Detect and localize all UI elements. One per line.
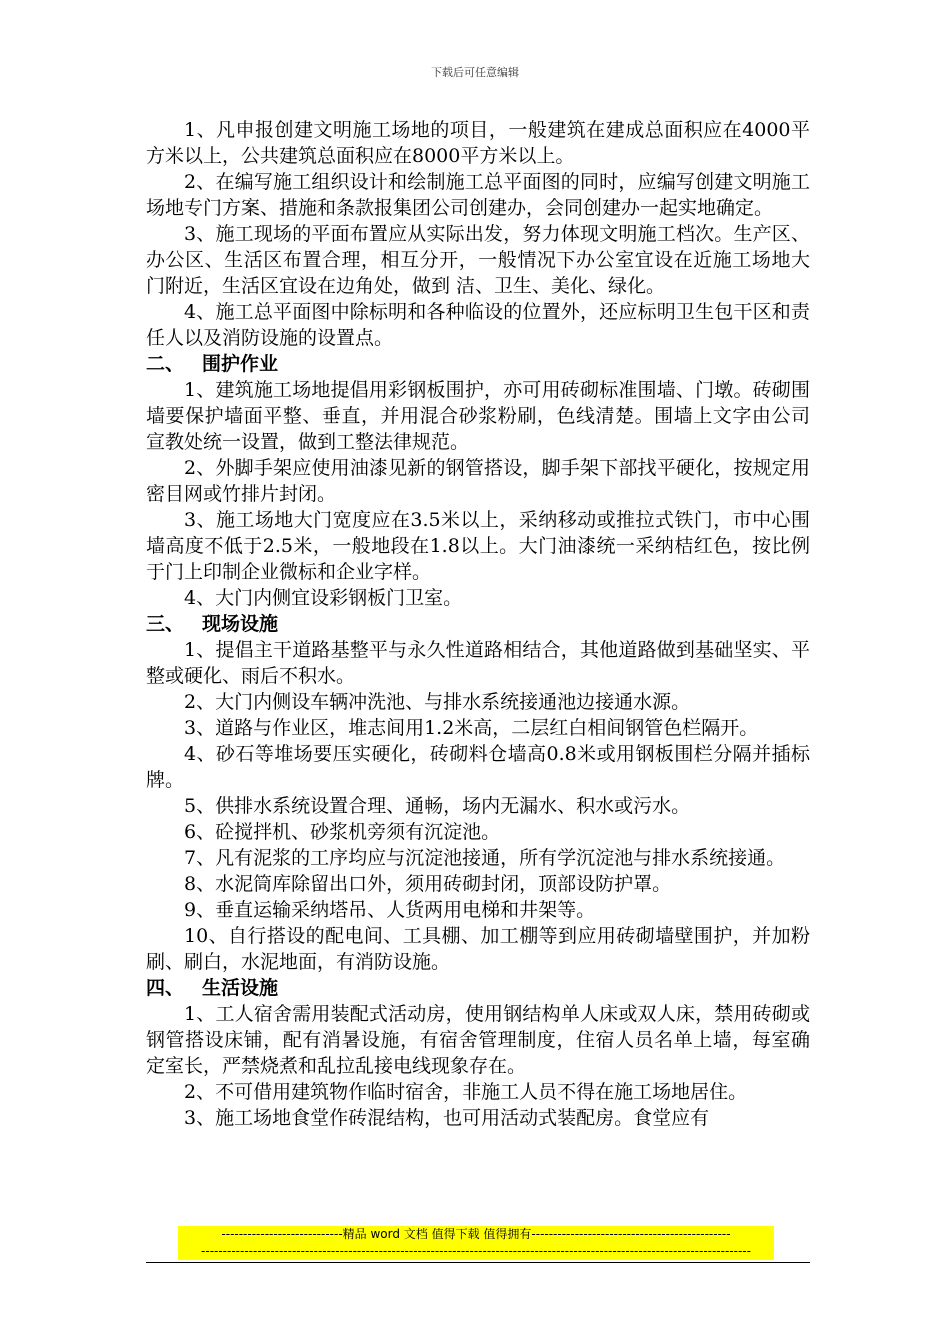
paragraph: 2、大门内侧设车辆冲洗池、与排水系统接通池边接通水源。 bbox=[184, 691, 691, 713]
paragraph: 6、砼搅拌机、砂浆机旁须有沉淀池。 bbox=[184, 821, 501, 843]
paragraph: 1、工人宿舍需用装配式活动房，使用钢结构单人床或双人床，禁用砖砌或钢管搭设床铺，配有消暑设施，有宿舍管理制度，住宿人员名单上墙，每室确定室长，严禁烧煮和乱拉乱接电线现象存在。 bbox=[146, 1003, 810, 1077]
document-body bbox=[146, 117, 810, 1131]
paragraph: 1、提倡主干道路基整平与永久性道路相结合，其他道路做到基础坚实、平整或硬化、雨后不积水。 bbox=[146, 639, 810, 687]
paragraph: 8、水泥筒库除留出口外，须用砖砌封闭，顶部设防护罩。 bbox=[184, 873, 672, 895]
footer-line-1: ----------------------------精品 word 文档 值得下载 值得拥有---------------------------------------------- bbox=[221, 1227, 731, 1241]
paragraph: 7、凡有泥浆的工序均应与沉淀池接通，所有学沉淀池与排水系统接通。 bbox=[184, 847, 786, 869]
paragraph: 1、建筑施工场地提倡用彩钢板围护，亦可用砖砌标准围墙、门墩。砖砌围墙要保护墙面平整、垂直，并用混合砂浆粉刷，色线清楚。围墙上文字由公司宣教处统一设置，做到工整法律规范。 bbox=[146, 379, 810, 453]
paragraph: 2、不可借用建筑物作临时宿舍，非施工人员不得在施工场地居住。 bbox=[184, 1081, 748, 1103]
section-heading bbox=[146, 975, 810, 1001]
paragraph: 4、砂石等堆场要压实硬化，砖砌料仓墙高0.8米或用钢板围栏分隔并插标牌。 bbox=[146, 743, 810, 791]
section-heading bbox=[146, 351, 810, 377]
paragraph: 1、凡申报创建文明施工场地的项目，一般建筑在建成总面积应在4000平方米以上，公共建筑总面积应在8000平方米以上。 bbox=[146, 119, 810, 167]
footer-divider bbox=[146, 1262, 810, 1263]
paragraph: 9、垂直运输采纳塔吊、人货两用电梯和井架等。 bbox=[184, 899, 596, 921]
paragraph: 3、施工场地食堂作砖混结构，也可用活动式装配房。食堂应有 bbox=[184, 1107, 710, 1129]
paragraph: 4、施工总平面图中除标明和各种临设的位置外，还应标明卫生包干区和责任人以及消防设施的设置点。 bbox=[146, 301, 810, 349]
paragraph: 3、施工场地大门宽度应在3.5米以上，采纳移动或推拉式铁门，市中心围墙高度不低于2.5米，一般地段在1.8以上。大门油漆统一采纳桔红色，按比例于门上印制企业微标和企业字样。 bbox=[146, 509, 810, 583]
paragraph: 3、道路与作业区，堆志间用1.2米高，二层红白相间钢管色栏隔开。 bbox=[184, 717, 759, 739]
page-header: 下载后可任意编辑 bbox=[431, 66, 519, 79]
footer-banner bbox=[178, 1226, 774, 1260]
paragraph: 2、外脚手架应使用油漆见新的钢管搭设，脚手架下部找平硬化，按规定用密目网或竹排片封闭。 bbox=[146, 457, 810, 505]
paragraph: 3、施工现场的平面布置应从实际出发，努力体现文明施工档次。生产区、办公区、生活区布置合理，相互分开，一般情况下办公室宜设在近施工场地大门附近，生活区宜设在边角处，做到 洁、卫生、美化、绿化。 bbox=[146, 223, 810, 297]
paragraph: 10、自行搭设的配电间、工具棚、加工棚等到应用砖砌墙壁围护，并加粉刷、刷白，水泥地面，有消防设施。 bbox=[146, 925, 810, 973]
footer-line-2: ------------------------------------------------------------------------------------------------------------------------------- bbox=[201, 1244, 751, 1258]
section-number: 四、 bbox=[146, 977, 185, 999]
paragraph: 4、大门内侧宜设彩钢板门卫室。 bbox=[184, 587, 463, 609]
section-heading bbox=[146, 611, 810, 637]
section-title: 围护作业 bbox=[202, 353, 279, 375]
section-number: 二、 bbox=[146, 353, 185, 375]
paragraph: 5、供排水系统设置合理、通畅，场内无漏水、积水或污水。 bbox=[184, 795, 691, 817]
paragraph: 2、在编写施工组织设计和绘制施工总平面图的同时，应编写创建文明施工场地专门方案、措施和条款报集团公司创建办，会同创建办一起实地确定。 bbox=[146, 171, 810, 219]
section-title: 生活设施 bbox=[202, 977, 279, 999]
section-number: 三、 bbox=[146, 613, 185, 635]
section-title: 现场设施 bbox=[202, 613, 279, 635]
